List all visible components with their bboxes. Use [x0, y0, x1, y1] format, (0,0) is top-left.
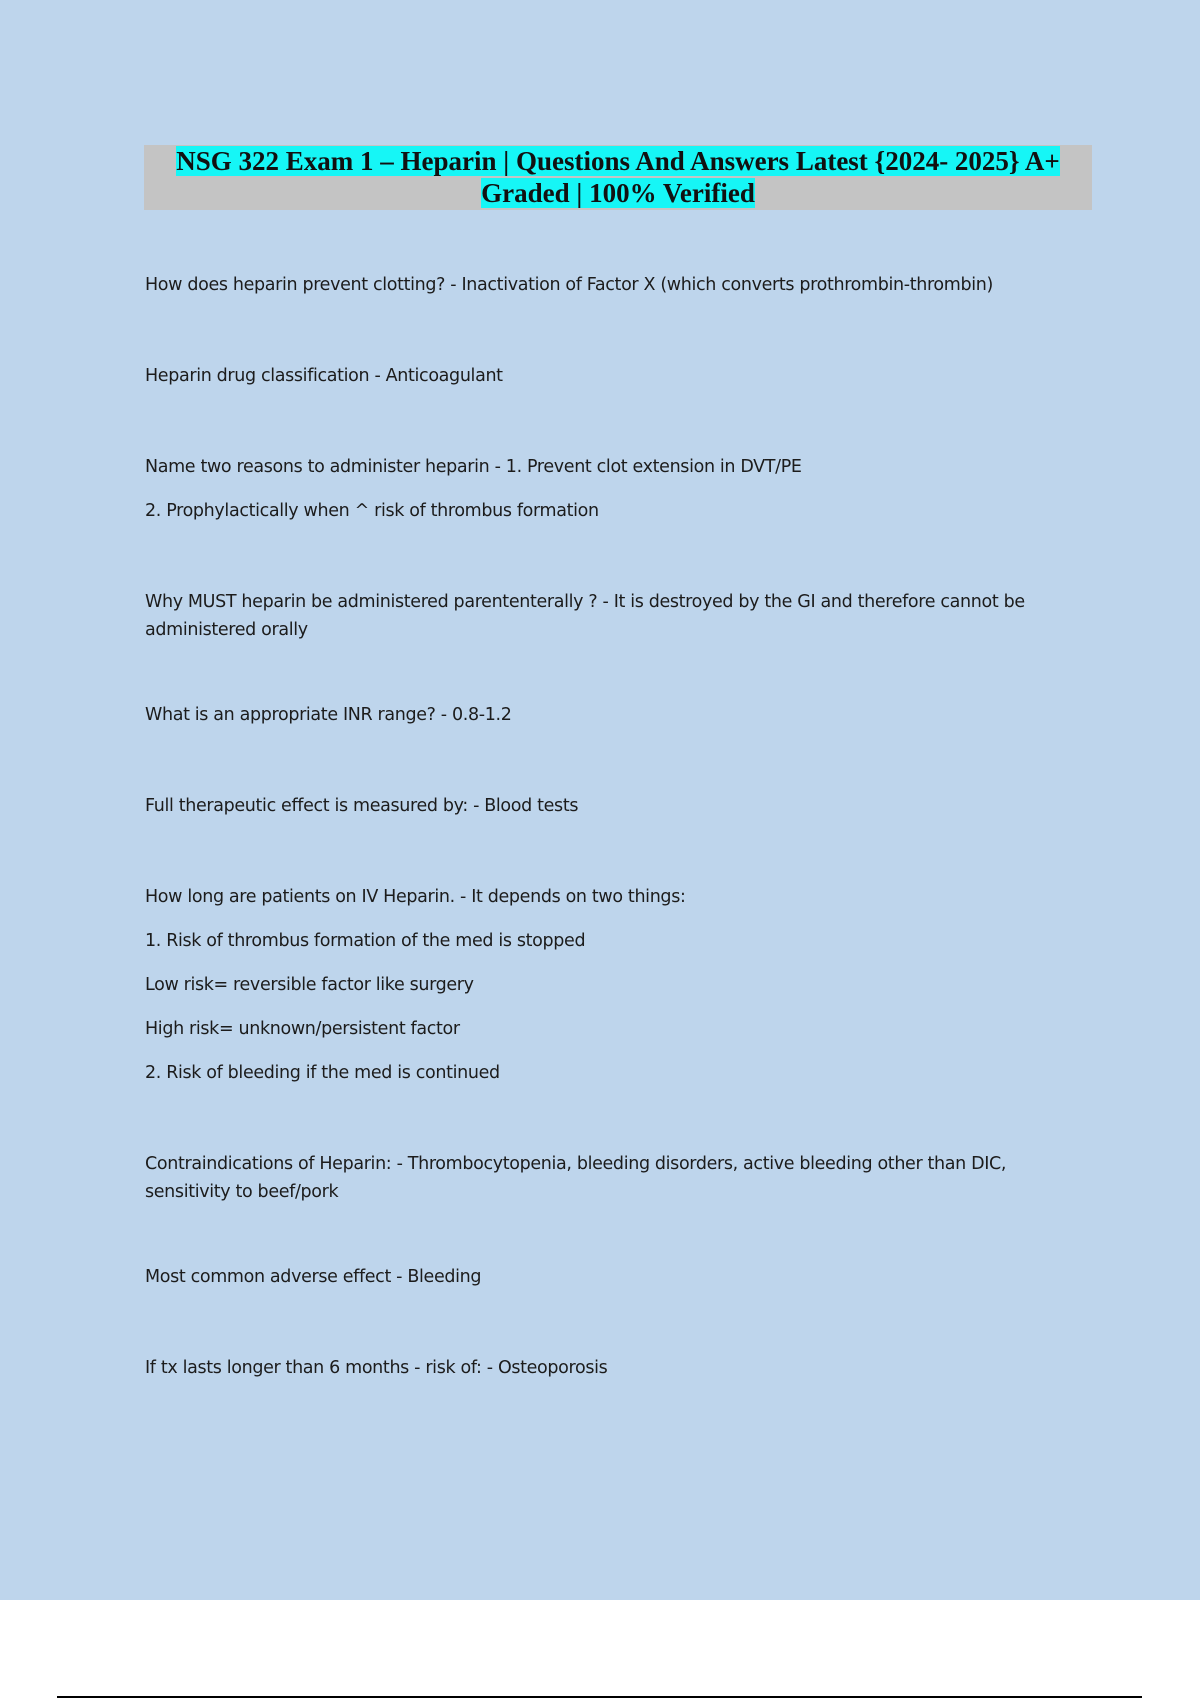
qa-line: If tx lasts longer than 6 months - risk of: - Osteoporosis	[145, 1358, 608, 1378]
qa-item	[145, 271, 1095, 299]
qa-item	[145, 1263, 1095, 1291]
title-line-2: Graded | 100% Verified	[481, 178, 755, 208]
qa-item	[145, 362, 1095, 390]
qa-line: 2. Prophylactically when ^ risk of thrombus formation	[145, 501, 599, 521]
qa-line: Contraindications of Heparin: - Thrombocytopenia, bleeding disorders, active bleeding other than DIC, sensitivity to beef/pork	[145, 1154, 1007, 1202]
qa-item	[145, 1354, 1095, 1382]
qa-line: Low risk= reversible factor like surgery	[145, 975, 474, 995]
qa-item	[145, 883, 1095, 1087]
qa-line: Most common adverse effect - Bleeding	[145, 1267, 482, 1287]
qa-line: How does heparin prevent clotting? - Inactivation of Factor X (which converts prothrombin-thrombin)	[145, 275, 993, 295]
qa-line: How long are patients on IV Heparin. - It depends on two things:	[145, 887, 686, 907]
qa-item	[145, 453, 1095, 525]
qa-line: High risk= unknown/persistent factor	[145, 1019, 460, 1039]
qa-line: Full therapeutic effect is measured by: - Blood tests	[145, 796, 579, 816]
qa-list	[145, 271, 1095, 1382]
qa-line: 2. Risk of bleeding if the med is continued	[145, 1063, 500, 1083]
qa-item	[145, 701, 1095, 729]
qa-item	[145, 1150, 1095, 1206]
qa-line: Name two reasons to administer heparin - 1. Prevent clot extension in DVT/PE	[145, 457, 802, 477]
qa-line: Heparin drug classification - Anticoagulant	[145, 366, 503, 386]
qa-item	[145, 588, 1095, 644]
document-title	[144, 145, 1092, 209]
qa-line: Why MUST heparin be administered parententerally ? - It is destroyed by the GI and therefore cannot be administered orally	[145, 592, 1025, 640]
qa-line: What is an appropriate INR range? - 0.8-1.2	[145, 705, 512, 725]
qa-line: 1. Risk of thrombus formation of the med is stopped	[145, 931, 586, 951]
footer-divider	[57, 1696, 1142, 1698]
qa-item	[145, 792, 1095, 820]
title-line-1: NSG 322 Exam 1 – Heparin | Questions And Answers Latest {2024- 2025} A+	[176, 146, 1060, 176]
